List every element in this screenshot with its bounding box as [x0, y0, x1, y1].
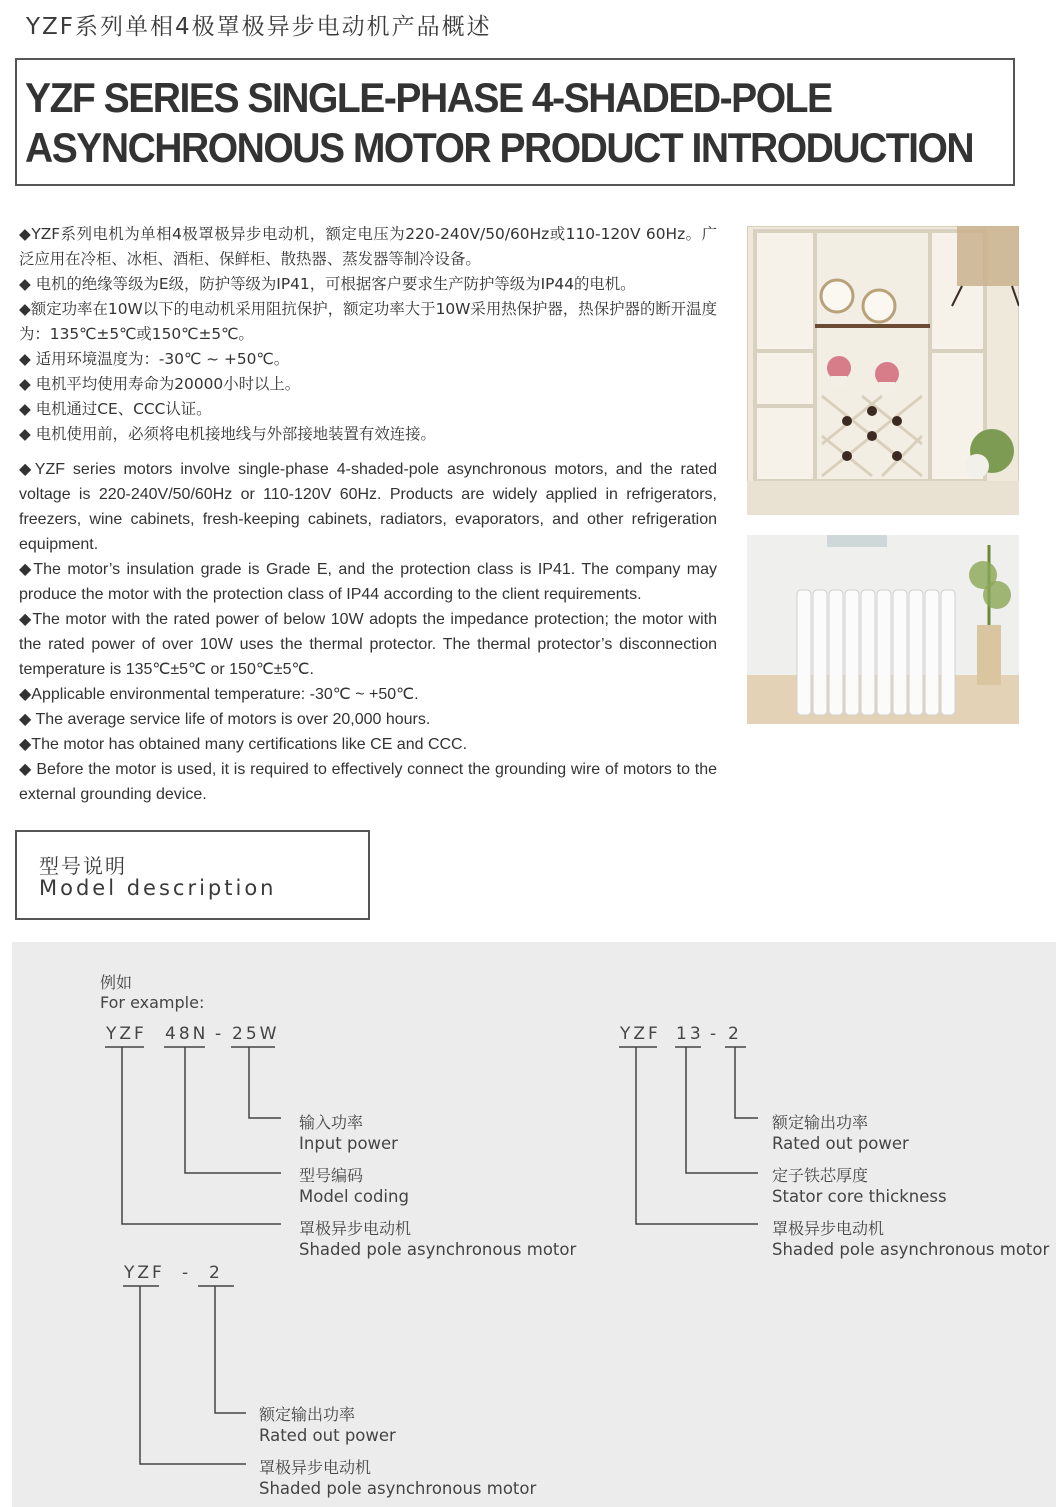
intro-cn-para: ◆ 电机的绝缘等级为E级，防护等级为IP41，可根据客户要求生产防护等级为IP44的电机。 [19, 275, 636, 293]
label-en: Rated out power [772, 1134, 909, 1153]
intro-en-para: ◆ Before the motor is used, it is required to effectively connect the grounding wire of motors to the external grounding device. [19, 761, 717, 803]
label-cn: 罩极异步电动机 [299, 1219, 412, 1238]
code2-prefix: YZF [620, 1024, 661, 1044]
intro-en-para: ◆The motor with the rated power of below 10W adopts the impedance protection; the motor with the rated power of over 10W uses the thermal protector. The thermal protector’s disconnection temperature is 135℃±5℃ or 150℃±5℃. [19, 611, 717, 678]
intro-cn-para: ◆ 电机使用前，必须将电机接地线与外部接地装置有效连接。 [19, 425, 436, 443]
intro-cn-para: ◆YZF系列电机为单相4极罩极异步电动机，额定电压为220-240V/50/60Hz或110-120V 60Hz。广泛应用在冷柜、冰柜、酒柜、保鲜柜、散热器、蒸发器等制冷设备。 [19, 225, 717, 268]
label-en: Shaded pole asynchronous motor [299, 1240, 577, 1259]
page-subtitle-cn: YZF系列单相4极罩极异步电动机产品概述 [26, 14, 492, 40]
label-cn: 定子铁芯厚度 [772, 1166, 869, 1185]
label-cn: 罩极异步电动机 [772, 1219, 885, 1238]
code2-part3: 2 [728, 1024, 742, 1044]
code2-dash: - [710, 1024, 720, 1044]
model-description-title-cn: 型号说明 [39, 854, 127, 878]
label-cn: 输入功率 [299, 1113, 364, 1132]
code3-prefix: YZF [124, 1263, 165, 1283]
model-description-title-en: Model description [39, 876, 277, 900]
intro-cn-para: ◆ 电机通过CE、CCC认证。 [19, 400, 212, 418]
label-en: Stator core thickness [772, 1187, 947, 1206]
label-cn: 额定输出功率 [772, 1113, 869, 1132]
intro-cn-para: ◆ 适用环境温度为：-30℃ ~ +50℃。 [19, 350, 290, 368]
label-cn: 罩极异步电动机 [259, 1458, 372, 1477]
intro-en-para: ◆ The average service life of motors is over 20,000 hours. [19, 711, 431, 728]
intro-cn-para: ◆额定功率在10W以下的电动机采用阻抗保护，额定功率大于10W采用热保护器，热保护器的断开温度为：135℃±5℃或150℃±5℃。 [19, 300, 717, 343]
code1-prefix: YZF [106, 1024, 147, 1044]
code2-part2: 13 [676, 1024, 704, 1044]
code1-part2: 48N [165, 1024, 209, 1044]
intro-en-para: ◆The motor has obtained many certifications like CE and CCC. [19, 736, 468, 753]
intro-cn-para: ◆ 电机平均使用寿命为20000小时以上。 [19, 375, 301, 393]
code3-dash: - [182, 1263, 192, 1283]
example-label-cn: 例如 [100, 973, 133, 992]
code1-part3: 25W [232, 1024, 280, 1044]
label-en: Shaded pole asynchronous motor [259, 1479, 537, 1498]
code1-dash: - [215, 1024, 225, 1044]
label-en: Model coding [299, 1187, 409, 1206]
intro-en-para: ◆Applicable environmental temperature: -30℃ ~ +50℃. [19, 686, 419, 703]
example-label-en: For example: [100, 993, 205, 1012]
code3-part3: 2 [209, 1263, 223, 1283]
page-title-line-2: ASYNCHRONOUS MOTOR PRODUCT INTRODUCTION [25, 124, 974, 171]
label-cn: 型号编码 [299, 1166, 364, 1185]
label-en: Shaded pole asynchronous motor [772, 1240, 1050, 1259]
label-en: Input power [299, 1134, 398, 1153]
label-cn: 额定输出功率 [259, 1405, 356, 1424]
intro-en-para: ◆The motor’s insulation grade is Grade E, and the protection class is IP41. The company may produce the motor with the protection class of IP44 according to the client requirements. [19, 561, 717, 603]
intro-en-para: ◆YZF series motors involve single-phase 4-shaded-pole asynchronous motors, and the rated voltage is 220-240V/50/60Hz or 110-120V 60Hz. Products are widely applied in refrigerators, freezers, wine cabinets, fresh-keeping cabinets, radiators, evaporators, and other refrigeration equipment. [19, 461, 717, 553]
page-title-line-1: YZF SERIES SINGLE-PHASE 4-SHADED-POLE [25, 74, 832, 121]
label-en: Rated out power [259, 1426, 396, 1445]
